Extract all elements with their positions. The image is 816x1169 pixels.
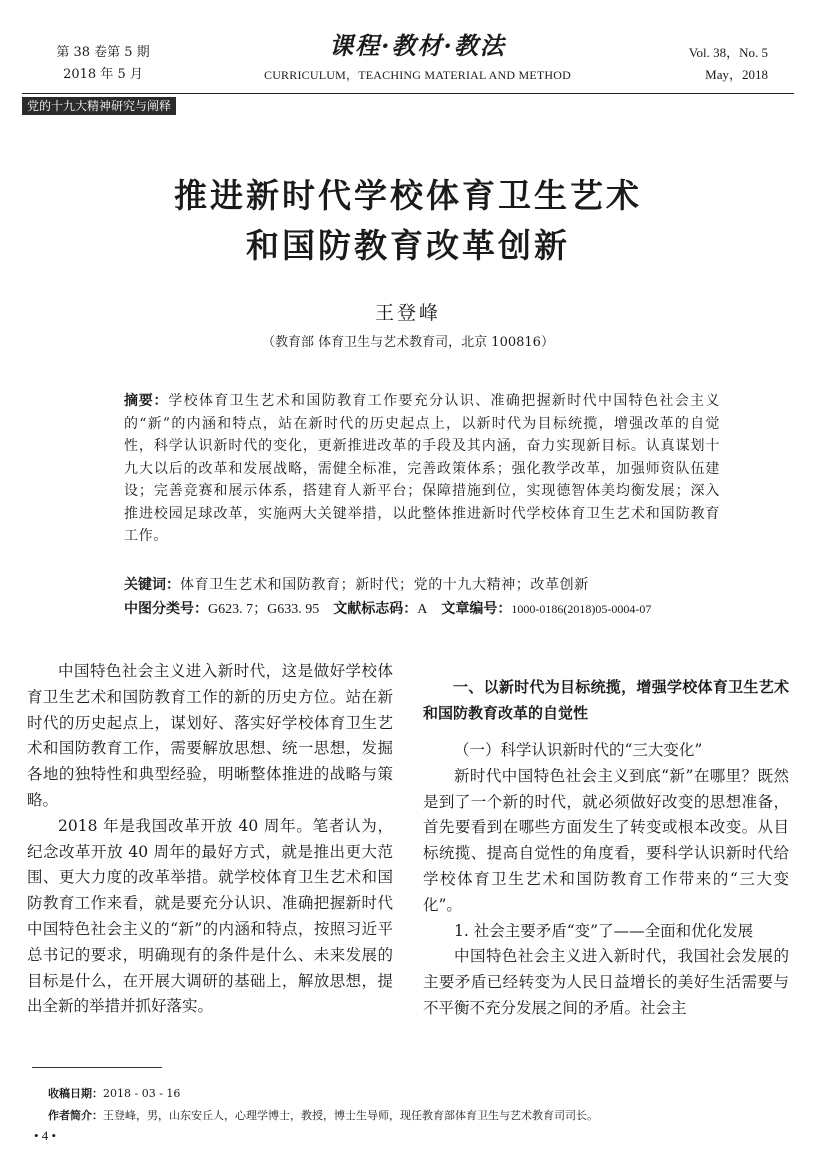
journal-masthead (220, 32, 615, 83)
footnote-rule (32, 1067, 162, 1068)
author-affiliation: （教育部 体育卫生与艺术教育司，北京 100816） (262, 335, 554, 350)
page-number: • 4 • (34, 1128, 57, 1143)
author-bio-line (48, 1105, 788, 1127)
date-en: May，2018 (705, 67, 768, 82)
body-paragraph: 中国特色社会主义进入新时代，这是做好学校体育卫生艺术和国防教育工作的新的历史方位。站在新时代的历史起点上，谋划好、落实好学校体育卫生艺术和国防教育工作，需要解放思想、统一思想，发掘各地的独特性和典型经验，明晰整体推进的战略与策略。 (27, 662, 393, 809)
received-date: 2018 - 03 - 16 (103, 1087, 181, 1100)
author-bio-label: 作者简介： (48, 1109, 103, 1122)
abstract (124, 390, 720, 548)
body-paragraph: 新时代中国特色社会主义到底“新”在哪里？既然是到了一个新的时代，就必须做好改变的思想准备，首先要看到在哪些方面发生了转变或根本改变。从目标统揽、提高自觉性的角度看，要科学认识新时代给学校体育卫生艺术和国防教育工作带来的“三大变化”。 (423, 766, 789, 914)
title-line-2: 和国防教育改革创新 (246, 226, 570, 265)
keywords (124, 574, 744, 596)
keywords-label: 关键词： (124, 577, 180, 593)
journal-name-en: CURRICULUM，TEACHING MATERIAL AND METHOD (263, 68, 571, 82)
header-volume-en-block (608, 42, 768, 86)
body-paragraph: 2018 年是我国改革开放 40 周年。笔者认为，纪念改革开放 40 周年的最好方式，就是推出更大范围、更大力度的改革举措。就学校体育卫生艺术和国防教育工作来看，就是要充分认识、准确把握新时代中国特色社会主义的“新”的内涵和特点，按照习近平总书记的要求，明确现有的条件是什么、未来发展的目标是什么，在开展大调研的基础上，解放思想，提出全新的举措并抓好落实。 (27, 816, 393, 1016)
volume-issue-cn: 第 38 卷第 5 期 (56, 45, 150, 60)
article-no-value: 1000-0186(2018)05-0004-07 (511, 602, 652, 616)
column-tag: 党的十九大精神研究与阐释 (22, 97, 176, 115)
keywords-text: 体育卫生艺术和国防教育；新时代；党的十九大精神；改革创新 (180, 577, 589, 593)
doc-code-label: 文献标志码： (333, 601, 418, 617)
header-volume-block (48, 42, 158, 86)
title-line-1: 推进新时代学校体育卫生艺术 (174, 176, 642, 215)
date-cn: 2018 年 5 月 (63, 67, 143, 82)
author-bio: 王登峰，男，山东安丘人，心理学博士，教授，博士生导师，现任教育部体育卫生与艺术教育司司长。 (103, 1109, 598, 1122)
section-heading: 一、以新时代为目标统揽，增强学校体育卫生艺术和国防教育改革的自觉性 (423, 678, 789, 722)
clc-label: 中图分类号： (124, 601, 208, 617)
clc-value: G623. 7；G633. 95 (208, 602, 320, 617)
received-date-line (48, 1083, 788, 1105)
volume-issue-en: Vol. 38，No. 5 (688, 45, 768, 60)
doc-code-value: A (417, 602, 428, 617)
body-right-column (423, 674, 789, 1022)
subsection-heading: （一）科学认识新时代的“三大变化” (454, 741, 703, 759)
abstract-text: 学校体育卫生艺术和国防教育工作要充分认识、准确把握新时代中国特色社会主义的“新”的内涵和特点，站在新时代的历史起点上，以新时代为目标统揽，增强改革的自觉性，科学认识新时代的变化，更新推进改革的手段及其内涵，奋力实现新目标。认真谋划十九大以后的改革和发展战略，需健全标准，完善政策体系；强化教学改革，加强师资队伍建设；完善竞赛和展示体系，搭建育人新平台；保障措施到位，实现德智体美均衡发展；深入推进校园足球改革，实施两大关键举措，以此整体推进新时代学校体育卫生艺术和国防教育工作。 (124, 393, 720, 544)
footnote (48, 1083, 788, 1127)
author-name: 王登峰 (374, 302, 441, 324)
abstract-label: 摘要： (124, 393, 169, 409)
article-no-label: 文章编号： (441, 601, 512, 617)
received-label: 收稿日期： (48, 1087, 103, 1100)
classification-line (124, 598, 784, 621)
item-heading: 1. 社会主要矛盾“变”了——全面和优化发展 (454, 921, 754, 940)
journal-name-cn: 课程·教材·教法 (329, 31, 506, 60)
body-left-column (27, 659, 393, 1020)
header-rule (22, 93, 794, 94)
article-title (0, 171, 816, 271)
body-paragraph: 中国特色社会主义进入新时代，我国社会发展的主要矛盾已经转变为人民日益增长的美好生活需要与不平衡不充分发展之间的矛盾。社会主 (423, 947, 789, 1017)
